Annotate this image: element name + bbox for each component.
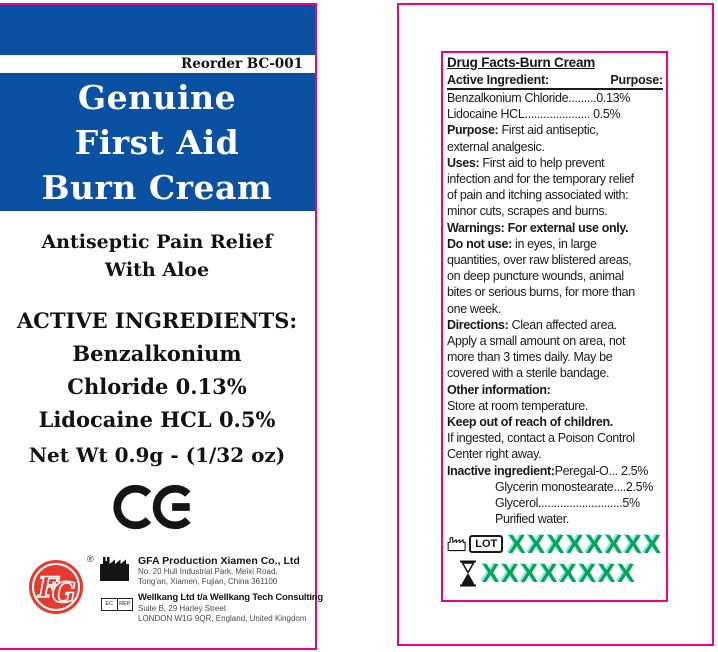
- drug-facts-line: Glycerol...........................5%: [495, 496, 640, 511]
- drug-facts-column-headers: [447, 70, 663, 90]
- drug-facts-line: minor cuts, scrapes and burns.: [447, 204, 608, 219]
- drug-facts-line: Glycerin monostearate....2.5%: [495, 479, 653, 494]
- subtitle-line: Antiseptic Pain Relief: [41, 231, 273, 253]
- drug-facts-line: Other information:: [447, 382, 551, 397]
- ce-mark-icon: [0, 482, 315, 532]
- front-label-top-band: [0, 5, 315, 55]
- drug-facts-line: Purpose: First aid antiseptic,: [447, 123, 599, 138]
- active-ingredient-line: Chloride 0.13%: [67, 374, 247, 399]
- expiry-row: [447, 559, 663, 587]
- drug-facts-line: infection and for the temporary relief: [447, 172, 634, 187]
- manufacturer-address-1: No. 20 Huli Industrial Park, Meixi Road,: [138, 567, 278, 576]
- distributor-name: Wellkang Ltd t/a Wellkang Tech Consulting: [138, 592, 323, 603]
- drug-facts-line: Purified water.: [495, 512, 569, 527]
- purpose-header: Purpose:: [610, 73, 663, 87]
- drug-facts-line: Do not use: in eyes, in large: [447, 236, 597, 251]
- drug-facts-line: Uses: First aid to help prevent: [447, 155, 605, 170]
- distributor-address-2: LONDON W1G 9QR, England, United Kingdom: [138, 613, 307, 623]
- active-ingredients-block: [0, 304, 315, 436]
- product-subtitle: [0, 228, 315, 284]
- drug-facts-line: Directions: Clean affected area.: [447, 317, 617, 332]
- product-title-line: Burn Cream: [41, 168, 273, 207]
- lot-number-placeholder: XXXXXXXX: [508, 529, 663, 560]
- drug-facts-line: external analgesic.: [447, 139, 545, 154]
- drug-facts-line: quantities, over raw blistered areas,: [447, 253, 632, 268]
- distributor-address-1: Suite B, 29 Harley Street: [138, 604, 227, 613]
- subtitle-line: With Aloe: [104, 259, 210, 281]
- drug-facts-line: bites or serious burns, for more than: [447, 285, 635, 300]
- product-title-line: Genuine: [77, 78, 237, 117]
- svg-text:G: G: [52, 576, 76, 609]
- drug-facts-panel: [397, 3, 714, 646]
- drug-facts-lines: [447, 90, 663, 527]
- active-ingredient-line: Lidocaine HCL 0.5%: [38, 407, 276, 432]
- hourglass-icon: [459, 560, 477, 587]
- product-title-line: First Aid: [74, 123, 240, 162]
- active-ingredient-line: ACTIVE INGREDIENTS:: [16, 308, 298, 333]
- drug-facts-line: Center right away.: [447, 447, 542, 462]
- active-ingredient-header: Active Ingredient:: [447, 73, 549, 87]
- product-title: [0, 73, 315, 211]
- manufacturer-address-2: Tong'an, Xiamen, Fujian, China 361100: [138, 576, 278, 586]
- reorder-code: Reorder BC-001: [0, 55, 315, 73]
- ec-rep-right-label: REP: [119, 601, 131, 607]
- drug-facts-line: of pain and itching associated with:: [447, 188, 629, 203]
- ec-rep-left-label: EC: [102, 599, 118, 610]
- drug-facts-line: Inactive ingredient:Peregal-O... 2.5%: [447, 463, 649, 478]
- lot-row: [447, 529, 663, 560]
- drug-facts-line: If ingested, contact a Poison Control: [447, 431, 635, 446]
- drug-facts-line: on deep puncture wounds, animal: [447, 269, 624, 284]
- drug-facts-line: Apply a small amount on area, not: [447, 334, 626, 349]
- manufacturer-outline-icon: [447, 534, 466, 554]
- svg-text:F: F: [38, 571, 58, 604]
- manufacturer-block: [0, 553, 323, 637]
- drug-facts-line: more than 3 times daily. May be: [447, 350, 613, 365]
- lot-symbol: LOT: [469, 535, 503, 553]
- drug-facts-line: Benzalkonium Chloride.........0.13%: [447, 91, 630, 105]
- drug-facts-line: Warnings: For external use only.: [447, 220, 629, 235]
- registered-trademark-symbol: ®: [87, 554, 94, 564]
- active-ingredient-line: Benzalkonium: [72, 341, 242, 366]
- gfa-logo-icon: [27, 558, 85, 621]
- drug-facts-box: [441, 51, 668, 602]
- ec-rep-icon: [101, 598, 133, 611]
- drug-facts-line: Keep out of reach of children.: [447, 415, 613, 430]
- manufacturer-factory-icon: [98, 555, 131, 587]
- drug-facts-line: one week.: [447, 301, 501, 316]
- manufacturer-text: [138, 555, 323, 623]
- manufacturer-name: GFA Production Xiamen Co., Ltd: [138, 555, 300, 567]
- expiry-date-placeholder: XXXXXXXX: [482, 558, 637, 589]
- drug-facts-heading: Drug Facts-Burn Cream: [447, 55, 596, 70]
- drug-facts-line: Lidocaine HCL..................... 0.5%: [447, 107, 621, 122]
- net-weight: Net Wt 0.9g - (1/32 oz): [28, 443, 286, 467]
- drug-facts-line: Store at room temperature.: [447, 398, 588, 413]
- drug-facts-line: covered with a sterile bandage.: [447, 366, 610, 381]
- front-label-panel: [0, 3, 323, 650]
